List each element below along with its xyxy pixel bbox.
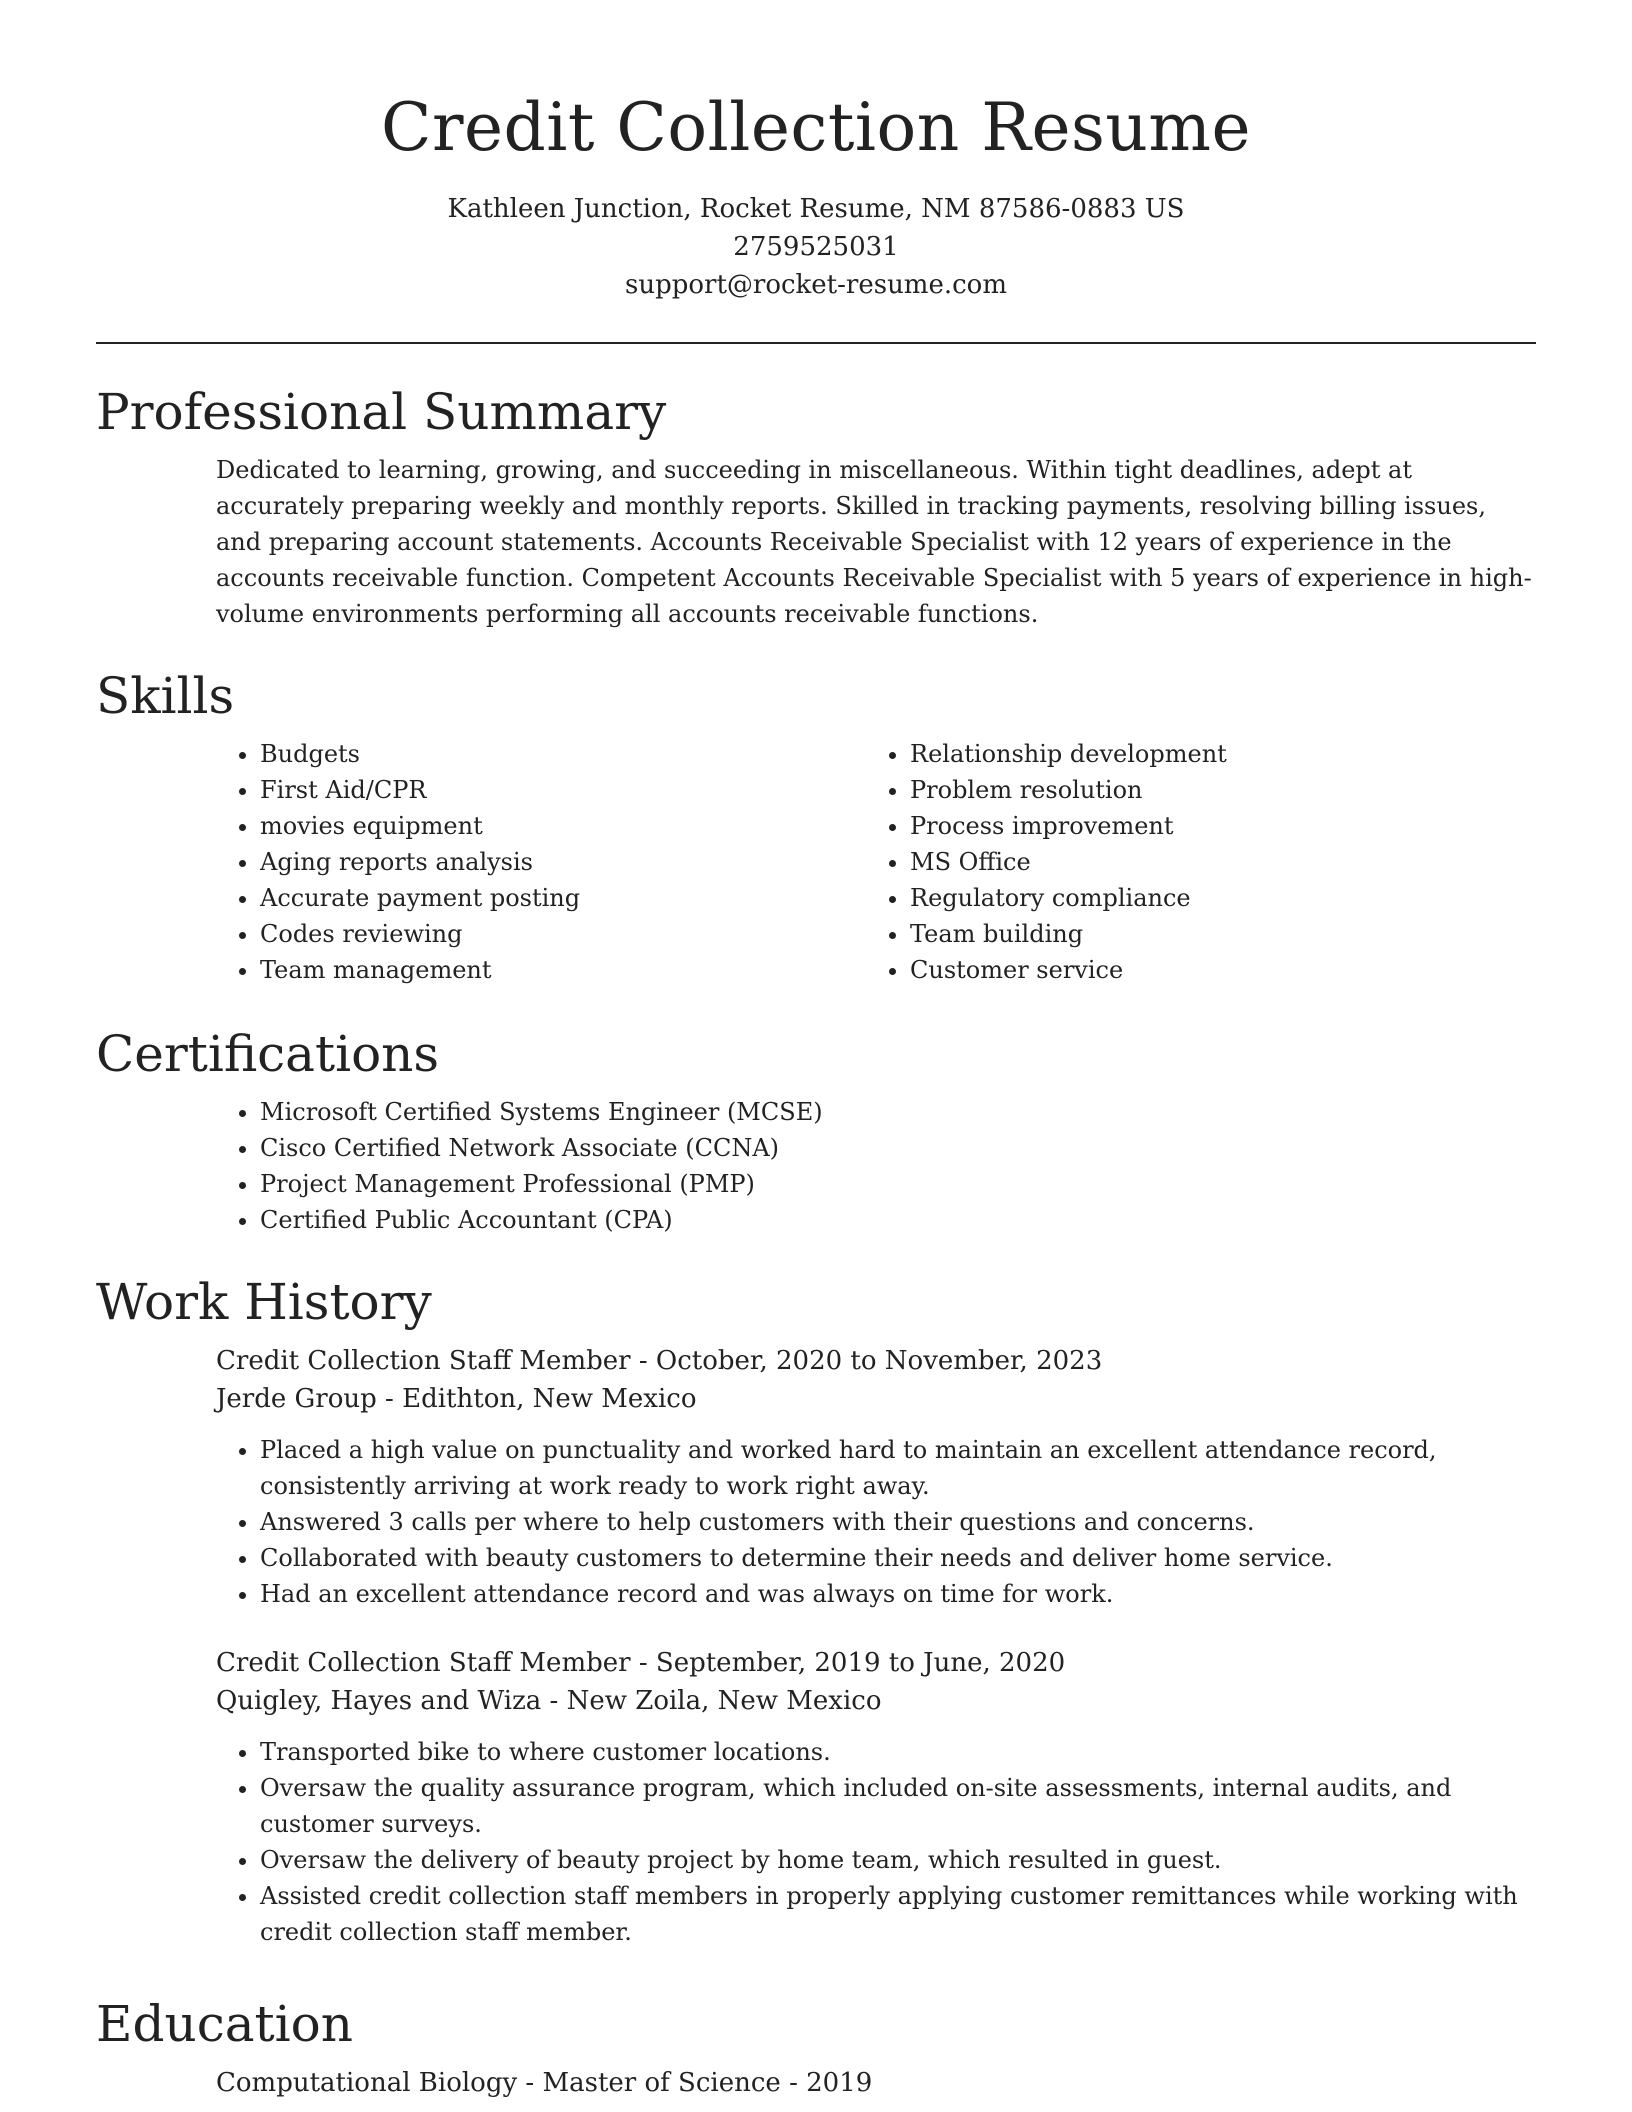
job-company-line: Jerde Group - Edithton, New Mexico [216,1384,697,1414]
job-company: Quigley, Hayes and Wiza [216,1686,542,1716]
education-year: 2019 [806,2068,873,2098]
job-duty-item: • Transported bike to where customer locations. [260,1734,1536,1770]
job-duty-item: • Oversaw the quality assurance program, which included on-site assessments, internal audits, and customer surveys. [260,1770,1536,1842]
skills-section [96,664,1536,988]
job-duties-list [216,1734,1536,1950]
job-company: Jerde Group [216,1384,377,1414]
skill-item: • Team management [260,952,866,988]
skills-heading: Skills [96,667,235,725]
job-location: Edithton, New Mexico [402,1384,697,1414]
education-section [96,1992,1536,2102]
skill-item: • Process improvement [910,808,1516,844]
contact-email: support@rocket-resume.com [624,270,1007,300]
job-duty-item: • Placed a high value on punctuality and worked hard to maintain an excellent attendance record, consistently arriving at work ready to work right away. [260,1432,1536,1504]
skills-column-left [216,736,866,988]
skill-item: • Relationship development [910,736,1516,772]
job-title: Credit Collection Staff Member [216,1346,631,1376]
education-degree: Master of Science [542,2068,781,2098]
skill-item: • MS Office [910,844,1516,880]
certification-item: • Microsoft Certified Systems Engineer (MCSE) [260,1094,1536,1130]
education-heading: Education [96,1995,353,2053]
summary-heading: Professional Summary [96,383,667,441]
skill-item: • Aging reports analysis [260,844,866,880]
job-company-line: Quigley, Hayes and Wiza - New Zoila, New Mexico [216,1686,882,1716]
contact-phone: 2759525031 [733,232,899,262]
certification-item: • Cisco Certified Network Associate (CCNA) [260,1130,1536,1166]
skill-item: • Budgets [260,736,866,772]
skill-item: • Accurate payment posting [260,880,866,916]
certification-item: • Project Management Professional (PMP) [260,1166,1536,1202]
skill-item: • First Aid/CPR [260,772,866,808]
job-duty-item: • Had an excellent attendance record and was always on time for work. [260,1576,1536,1612]
certifications-heading: Certifications [96,1025,440,1083]
work-history-heading: Work History [96,1273,432,1331]
job-duty-item: • Collaborated with beauty customers to determine their needs and deliver home service. [260,1540,1536,1576]
job-duties-list [216,1432,1536,1612]
skill-item: • Codes reviewing [260,916,866,952]
contact-address: Kathleen Junction, Rocket Resume, NM 87586-0883 US [447,194,1185,224]
job-title: Credit Collection Staff Member [216,1648,631,1678]
job-dates: September, 2019 to June, 2020 [655,1648,1066,1678]
job-entry [216,1342,1536,1612]
skills-list-right [866,736,1516,988]
summary-section [96,380,1536,632]
job-duty-item: • Assisted credit collection staff members in properly applying customer remittances while working with credit collection staff member. [260,1878,1536,1950]
skill-item: • Team building [910,916,1516,952]
skill-item: • movies equipment [260,808,866,844]
job-title-line: Credit Collection Staff Member - October, 2020 to November, 2023 [216,1346,1103,1376]
certifications-section [96,1022,1536,1238]
resume-page [96,0,1536,2098]
work-history-section [96,1270,1536,1950]
job-location: New Zoila, New Mexico [566,1686,882,1716]
certification-item: • Certified Public Accountant (CPA) [260,1202,1536,1238]
job-title-line: Credit Collection Staff Member - September, 2019 to June, 2020 [216,1648,1066,1678]
job-dates: October, 2020 to November, 2023 [655,1346,1103,1376]
skill-item: • Regulatory compliance [910,880,1516,916]
skill-item: • Problem resolution [910,772,1516,808]
header-divider [96,342,1536,344]
summary-text: Dedicated to learning, growing, and succeeding in miscellaneous. Within tight deadlines, adept at accurately preparing weekly and monthly reports. Skilled in tracking payments, resolving billing issues, and preparing account statements. Accounts Receivable Specialist with 12 years of experience in the accounts receivable function. Competent Accounts Receivable Specialist with 5 years of experience in high-volume environments performing all accounts receivable functions. [216,456,1532,628]
education-field: Computational Biology [216,2068,518,2098]
job-entry [216,1644,1536,1950]
education-entry: Computational Biology - Master of Science - 2019 [216,2068,873,2098]
skills-column-right [866,736,1516,988]
skill-item: • Customer service [910,952,1516,988]
certifications-list [216,1094,1536,1238]
contact-info [96,190,1536,304]
job-duty-item: • Oversaw the delivery of beauty project by home team, which resulted in guest. [260,1842,1536,1878]
resume-header [96,0,1536,344]
job-duty-item: • Answered 3 calls per where to help customers with their questions and concerns. [260,1504,1536,1540]
resume-title: Credit Collection Resume [380,89,1252,166]
skills-list-left [216,736,866,988]
